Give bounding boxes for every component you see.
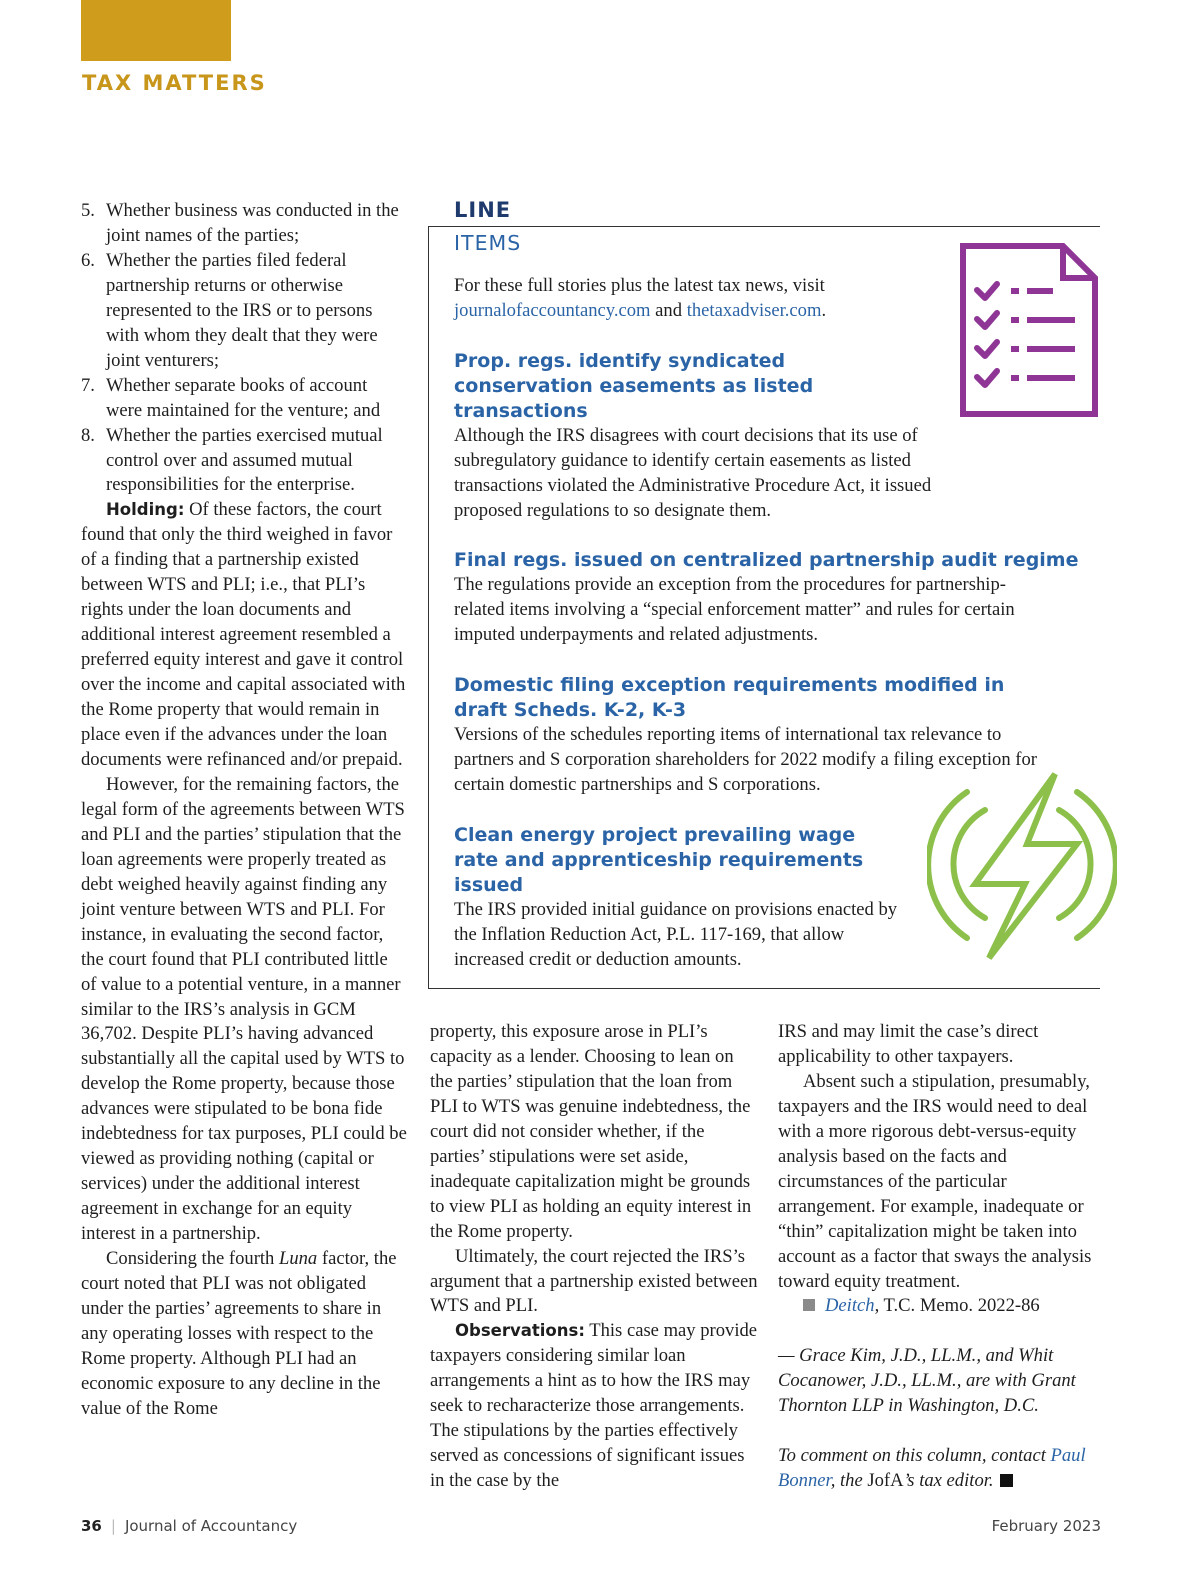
middle-column bbox=[430, 1020, 758, 1494]
story-headline[interactable]: Domestic filing exception requirements modified in draft Scheds. K-2, K-3 bbox=[454, 674, 1005, 722]
comment-text: To comment on this column, contact bbox=[778, 1445, 1051, 1467]
taxadviser-link[interactable]: thetaxadviser.com bbox=[686, 299, 822, 321]
end-mark-icon bbox=[1000, 1474, 1013, 1487]
story-headline[interactable]: Prop. regs. identify syndicated conservation easements as listed transactions bbox=[454, 349, 814, 422]
list-text: Whether separate books of account were maintained for the venture; and bbox=[106, 374, 381, 421]
comment-text: ’s tax editor. bbox=[903, 1470, 994, 1492]
lightning-bolt-icon bbox=[927, 768, 1117, 968]
body-paragraph: property, this exposure arose in PLI’s capacity as a lender. Choosing to lean on the parties’ stipulation that the loan from PLI to WTS was genuine indebtedness, the court did not consider whether, if the parties’ stipulations were set aside, inadequate capitalization might be grounds to view PLI as holding an equity interest in the Rome property. bbox=[430, 1021, 752, 1242]
body-paragraph: Absent such a stipulation, presumably, taxpayers and the IRS would need to deal with a more rigorous debt-versus-equity analysis based on the facts and circumstances of the particular arrangement. For example, inadequate or “thin” capitalization might be taken into account as a factor that sways the analysis toward equity treatment. bbox=[778, 1070, 1092, 1292]
body-paragraph: Ultimately, the court rejected the IRS’s argument that a partnership existed between WTS and PLI. bbox=[430, 1245, 758, 1317]
section-label: TAX MATTERS bbox=[82, 71, 267, 95]
left-column bbox=[81, 199, 407, 1422]
list-number: 5. bbox=[81, 200, 95, 221]
story-text: The regulations provide an exception from the procedures for partnership-related items involving a “special enforcement matter” and rules for certain imputed underpayments and related adjustments. bbox=[454, 574, 1015, 646]
holding-paragraph bbox=[81, 498, 407, 772]
intro-text: and bbox=[650, 299, 687, 321]
footer-left bbox=[81, 1517, 297, 1535]
list-item bbox=[81, 249, 407, 374]
footer-separator: | bbox=[110, 1517, 116, 1535]
holding-label: Holding: bbox=[106, 500, 185, 520]
citation bbox=[778, 1294, 1100, 1319]
bullet-square-icon bbox=[803, 1299, 815, 1311]
list-number: 8. bbox=[81, 424, 95, 446]
intro-text: . bbox=[821, 299, 827, 321]
list-number: 7. bbox=[81, 374, 95, 396]
author-byline: — Grace Kim, J.D., LL.M., and Whit Cocanower, J.D., LL.M., are with Grant Thornton LLP in Washington, D.C. bbox=[778, 1345, 1076, 1417]
case-name: Luna bbox=[279, 1248, 318, 1270]
story-headline[interactable]: Final regs. issued on centralized partnership audit regime bbox=[454, 549, 1079, 572]
holding-text: Of these factors, the court found that only the third weighed in favor of a finding that a partnership existed between WTS and PLI; i.e., that PLI’s rights under the loan documents and additional interest agreement resembled a preferred equity interest and gave it control over the income and capital associated with the Rome property that would remain in place even if the advances under the loan documents were refinanced and/or prepaid. bbox=[81, 499, 406, 770]
checklist-document-icon bbox=[959, 242, 1099, 423]
story-text: Versions of the schedules reporting items of international tax relevance to partners and S corporation shareholders for 2022 modify a filing exception for certain domestic partnerships and S corporations. bbox=[454, 724, 1037, 796]
story-text-body: Although the IRS disagrees with court decisions that its use of subregulatory guidance to identify certain easements as listed transactions violated the Administrative Procedure Act, it issued proposed regulations to so designate them. bbox=[454, 424, 932, 521]
observations-paragraph bbox=[430, 1319, 758, 1494]
list-text: Whether the parties exercised mutual control over and assumed mutual responsibilities for the enterprise. bbox=[106, 424, 383, 496]
observations-label: Observations: bbox=[455, 1321, 585, 1341]
line-items-subtitle: ITEMS bbox=[454, 231, 522, 255]
body-paragraph bbox=[81, 1247, 407, 1422]
body-paragraph: However, for the remaining factors, the legal form of the agreements between WTS and PLI and the parties’ stipulation that the loan agreements were properly treated as debt weighed heavily against finding any joint venture between WTS and PLI. For instance, in evaluating the second factor, the court found that PLI contributed little of value to a potential venture, in a manner similar to the IRS’s analysis in GCM 36,702. Despite PLI’s having advanced substantially all the capital used by WTS to develop the Rome property, because those advances were stipulated to be bona fide indebtedness for tax purposes, PLI could be viewed as providing nothing (capital or services) under the additional interest agreement in exchange for an equity interest in a partnership. bbox=[81, 773, 407, 1245]
comment-note bbox=[778, 1444, 1100, 1494]
list-number: 6. bbox=[81, 249, 95, 271]
intro-text: For these full stories plus the latest tax news, visit bbox=[454, 275, 825, 296]
observations-text: This case may provide taxpayers considering similar loan arrangements a hint as to how the IRS may seek to recharacterize those arrangements. The stipulations by the parties effectively served as concessions of significant issues in the case by the bbox=[430, 1320, 758, 1492]
header-color-block bbox=[81, 0, 231, 61]
issue-date: February 2023 bbox=[991, 1517, 1101, 1535]
citation-text: , T.C. Memo. 2022-86 bbox=[874, 1295, 1040, 1317]
comment-text: , the bbox=[830, 1470, 868, 1492]
page-number: 36 bbox=[81, 1517, 102, 1535]
list-item bbox=[81, 374, 407, 424]
body-paragraph: IRS and may limit the case’s direct applicability to other taxpayers. bbox=[778, 1021, 1039, 1067]
list-text: Whether business was conducted in the joint names of the parties; bbox=[106, 200, 399, 246]
editor-link[interactable]: Paul Bonner bbox=[778, 1445, 1086, 1492]
line-items-title: LINE bbox=[454, 198, 512, 222]
story-text bbox=[454, 424, 1094, 524]
story-text: The IRS provided initial guidance on provisions enacted by the Inflation Reduction Act, P.L. 117-169, that allow increased credit or deduction amounts. bbox=[454, 898, 898, 970]
right-column bbox=[778, 1020, 1100, 1494]
list-text: Whether the parties filed federal partnership returns or otherwise represented to the IRS or to persons with whom they dealt that they were joint venturers; bbox=[106, 249, 378, 371]
body-text: factor, the court noted that PLI was not obligated under the parties’ agreements to share in any operating losses with respect to the Rome property. Although PLI had an economic exposure to any decline in the value of the Rome bbox=[81, 1248, 397, 1419]
story-headline[interactable]: Clean energy project prevailing wage rate and apprenticeship requirements issued bbox=[454, 823, 864, 896]
list-item bbox=[81, 199, 407, 249]
body-text: Considering the fourth bbox=[106, 1248, 279, 1270]
case-link[interactable]: Deitch bbox=[825, 1295, 875, 1317]
jofa-abbrev: JofA bbox=[867, 1470, 904, 1492]
list-item bbox=[81, 424, 407, 499]
journal-link[interactable]: journalofaccountancy.com bbox=[454, 299, 651, 321]
publication-name: Journal of Accountancy bbox=[124, 1517, 298, 1535]
